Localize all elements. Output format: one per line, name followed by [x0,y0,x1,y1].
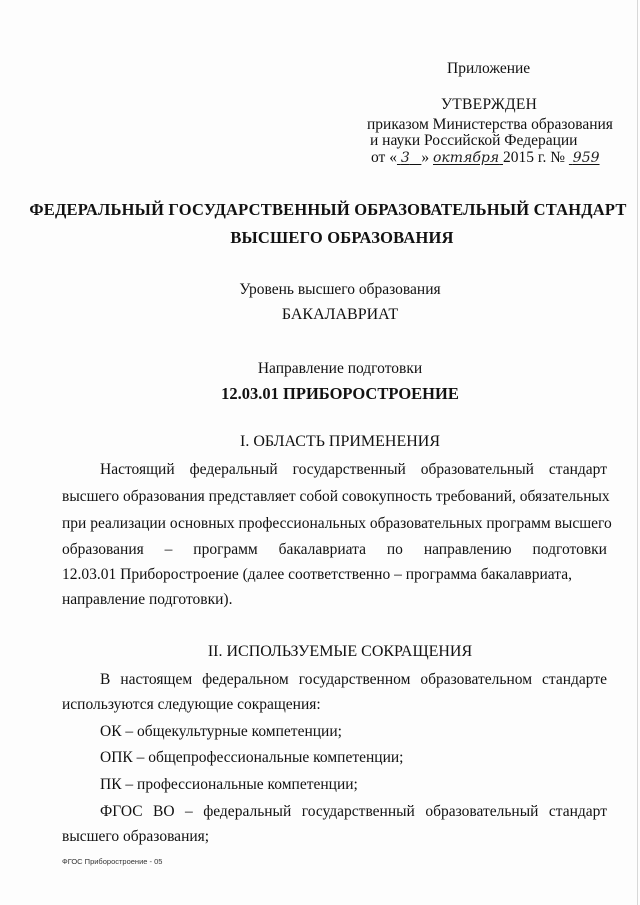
word: образовательный [425,803,539,820]
word: стандарт [548,461,607,478]
date-day: 3 [400,150,410,166]
word: ВО [153,803,175,820]
section-2-intro-line-2: используются следующие сокращения: [62,696,321,713]
word: бакалавриата [278,541,366,558]
training-direction-value: 12.03.01 ПРИБОРОСТРОЕНИЕ [221,384,459,403]
word: федеральный [189,461,278,478]
page-edge [637,0,638,905]
section-1-line-4 [62,541,607,559]
word: стандарте [542,671,607,688]
section-1-line-5: 12.03.01 Приборостроение (далее соответственно – программа бакалавриата, [62,566,572,583]
order-date-line [371,149,600,167]
word: государственный [301,803,415,820]
section-1-heading: I. ОБЛАСТЬ ПРИМЕНЕНИЯ [239,433,441,450]
section-2-heading: II. ИСПОЛЬЗУЕМЫЕ СОКРАЩЕНИЯ [207,643,473,660]
section-1-line-1 [100,461,607,479]
section-2-intro-line-1 [100,671,607,689]
word: федеральный [203,803,292,820]
abbreviation-fgos-line-2: высшего образования; [62,828,210,845]
word: стандарт [548,803,607,820]
word: ФГОС [100,803,143,820]
word: Настоящий [100,461,175,478]
order-line-2: и науки Российской Федерации [370,132,578,149]
appendix-label: Приложение [447,60,531,77]
word: настоящем [120,671,193,688]
word: образования [62,541,144,558]
abbreviation-fgos-line-1 [100,803,607,821]
date-month: октября [433,150,500,166]
word: – [185,803,193,820]
date-prefix: от « [371,149,397,166]
word: федеральном [202,671,289,688]
date-month-field [433,149,503,166]
education-level-value: БАКАЛАВРИАТ [281,306,399,323]
section-1-line-2: высшего образования представляет собой совокупность требований, обязательных [62,488,610,505]
training-direction-label: Направление подготовки [257,360,423,377]
standard-title-line-2: ВЫСШЕГО ОБРАЗОВАНИЯ [230,228,454,247]
date-year: 2015 г. № [503,149,566,166]
word: направлению [423,541,512,558]
word: подготовки [532,541,607,558]
word: – [164,541,173,558]
word: государственный [292,461,406,478]
word: программ [193,541,258,558]
page-footer: ФГОС Приборостроение - 05 [62,857,163,866]
section-1-line-3: при реализации основных профессиональных образовательных программ высшего [62,515,612,532]
date-day-field [397,149,421,166]
word: по [386,541,403,558]
order-line-1: приказом Министерства образования [367,116,613,133]
abbreviation-opk: ОПК – общепрофессиональные компетенции; [100,749,404,766]
word: В [100,671,111,688]
approved-label: УТВЕРЖДЕН [441,96,538,113]
order-number-field [569,149,600,166]
word: государственном [298,671,411,688]
abbreviation-pk: ПК – профессиональные компетенции; [100,776,358,793]
word: образовательный [420,461,534,478]
section-1-line-6: направление подготовки). [62,591,233,608]
word: образовательном [420,671,533,688]
order-number: 959 [572,150,600,166]
date-mid: » [421,149,430,166]
education-level-label: Уровень высшего образования [239,281,441,298]
abbreviation-ok: ОК – общекультурные компетенции; [100,723,342,740]
standard-title-line-1: ФЕДЕРАЛЬНЫЙ ГОСУДАРСТВЕННЫЙ ОБРАЗОВАТЕЛЬНЫЙ СТАНДАРТ [29,200,627,219]
